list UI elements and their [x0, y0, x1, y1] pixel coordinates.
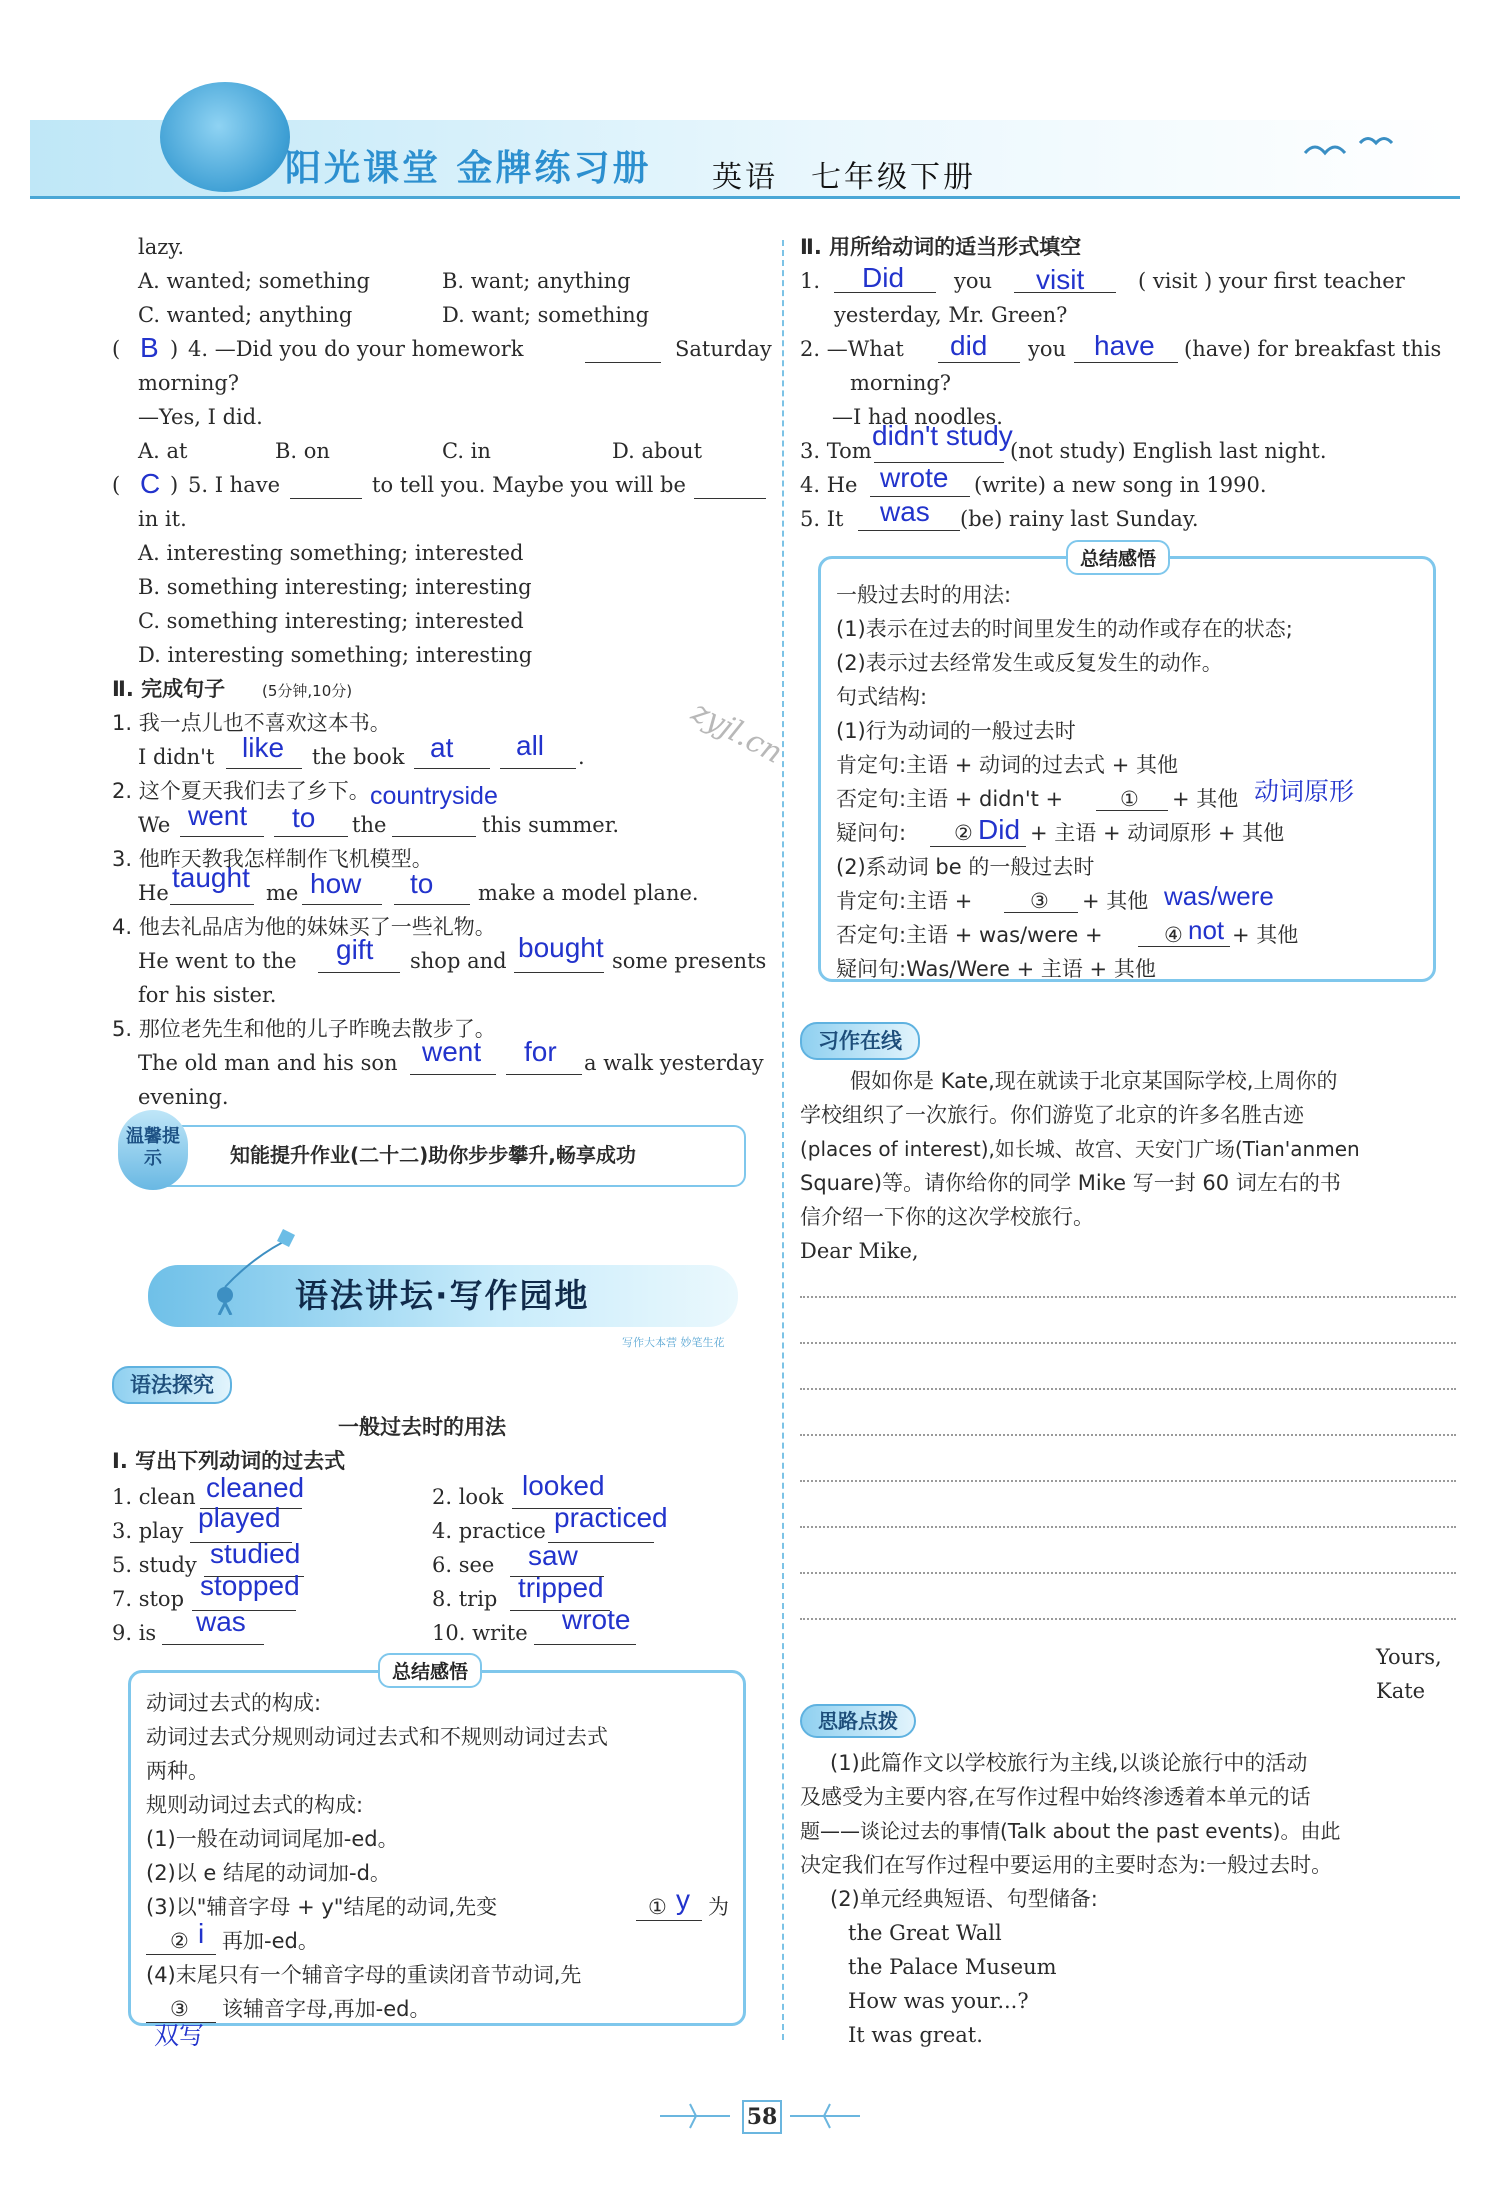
s4-blank2 — [514, 972, 604, 973]
rsum-8-ans: Did — [978, 814, 1021, 845]
tips-1a: (1)此篇作文以学校旅行为主线,以谈论旅行中的活动 — [830, 1751, 1308, 1775]
verb-a-5: studied — [210, 1538, 301, 1569]
s1-blank1 — [226, 768, 302, 769]
rsum-4: 句式结构: — [836, 685, 928, 709]
q3-opt-d: D. want; something — [442, 303, 650, 327]
write-line[interactable] — [800, 1572, 1456, 1574]
rsum-11-blank — [1138, 946, 1230, 947]
f2-b: you — [1028, 337, 1067, 361]
summary-tag-right: 总结感悟 — [1066, 540, 1170, 575]
sum-l-7b: 为 — [708, 1895, 729, 1919]
q5-opt-b: B. something interesting; interesting — [138, 575, 532, 599]
verb-q-5: 5. study — [112, 1553, 197, 1577]
s5-a: The old man and his son — [138, 1051, 398, 1075]
f1-c: ( visit ) your first teacher — [1138, 269, 1405, 293]
q4-paren-left: ( — [112, 337, 121, 361]
s4-d: for his sister. — [138, 983, 277, 1007]
s3-a: He — [138, 881, 169, 905]
write-p4: Square)等。请你给你的同学 Mike 写一封 60 词左右的书 — [800, 1171, 1341, 1195]
s3-blank3 — [394, 904, 470, 905]
f4-ans: wrote — [880, 462, 949, 493]
f1-blank2 — [1014, 292, 1116, 293]
sum-l-1: 动词过去式的构成: — [146, 1691, 322, 1715]
f1-a: 1. — [800, 269, 821, 293]
f1-ans1: Did — [862, 262, 905, 293]
f5-ans: was — [880, 496, 930, 527]
section2-title: Ⅱ. 完成句子 — [112, 677, 226, 701]
sum-l-7a: (3)以"辅音字母 + y"结尾的动词,先变 — [146, 1895, 498, 1919]
grammar-tag: 语法探究 — [112, 1366, 232, 1404]
s4-a: He went to the — [138, 949, 297, 973]
birds-icon — [1300, 128, 1430, 168]
s3-c: make a model plane. — [478, 881, 699, 905]
s2-blank2 — [274, 836, 348, 837]
sum-l-8-circle2: ② — [170, 1929, 189, 1953]
rsum-9: (2)系动词 be 的一般过去时 — [836, 855, 1095, 879]
rsum-8b: + 主语 + 动词原形 + 其他 — [1030, 821, 1285, 845]
sum-l-3: 两种。 — [146, 1759, 209, 1783]
s3-blank1 — [170, 904, 254, 905]
phrase-3: How was your...? — [848, 1989, 1029, 2013]
rsum-11-circle: ④ — [1164, 923, 1183, 947]
logo-globe-icon — [160, 82, 290, 192]
phrase-4: It was great. — [848, 2023, 983, 2047]
write-line[interactable] — [800, 1388, 1456, 1390]
verb-q-4: 4. practice — [432, 1519, 546, 1543]
f1-b: you — [954, 269, 993, 293]
tips-1d: 决定我们在写作过程中要运用的主要时态为:一般过去时。 — [800, 1853, 1333, 1877]
q4-paren-right: ) — [170, 337, 179, 361]
signature-kate: Kate — [1376, 1679, 1426, 1703]
q3-opt-c: C. wanted; anything — [138, 303, 353, 327]
dear-line: Dear Mike, — [800, 1239, 919, 1263]
verb-a-4: practiced — [554, 1502, 668, 1533]
tip-badge: 温馨提示 — [118, 1110, 188, 1190]
rsum-5: (1)行为动词的一般过去时 — [836, 719, 1076, 743]
rsum-8a: 疑问句: — [836, 821, 907, 845]
sum-l-7-ans1: y — [676, 1884, 690, 1915]
rsum-12: 疑问句:Was/Were + 主语 + 其他 — [836, 957, 1156, 981]
subject-title: 英语 七年级下册 — [712, 160, 976, 195]
write-line[interactable] — [800, 1296, 1456, 1298]
s5-ans2: for — [524, 1036, 557, 1067]
s3-ans2: how — [310, 868, 362, 899]
tips-2: (2)单元经典短语、句型储备: — [830, 1887, 1098, 1911]
sum-l-7-blank1 — [636, 1920, 702, 1921]
write-p5: 信介绍一下你的这次学校旅行。 — [800, 1205, 1094, 1229]
sum-l-9: (4)末尾只有一个辅音字母的重读闭音节动词,先 — [146, 1963, 582, 1987]
s1-ans2: at — [430, 732, 454, 763]
s3-ans3: to — [410, 868, 434, 899]
q5-line1b: to tell you. Maybe you will be — [372, 473, 686, 497]
q4-answer: B — [140, 332, 159, 363]
r-section2-title: Ⅱ. 用所给动词的适当形式填空 — [800, 235, 1082, 259]
verb-a-8: tripped — [518, 1572, 604, 1603]
sum-l-4: 规则动词过去式的构成: — [146, 1793, 364, 1817]
verb-q-1: 1. clean — [112, 1485, 196, 1509]
f2-d: morning? — [850, 371, 952, 395]
s2-ans1: went — [188, 800, 248, 831]
s1-ans1: like — [242, 732, 285, 763]
s4-blank1 — [318, 972, 400, 973]
rsum-2: (1)表示在过去的时间里发生的动作或存在的状态; — [836, 617, 1293, 641]
verb-a-3: played — [198, 1502, 281, 1533]
write-line[interactable] — [800, 1618, 1456, 1620]
s1-a: I didn't — [138, 745, 215, 769]
verb-blank-10 — [534, 1644, 636, 1645]
q4-opt-a: A. at — [138, 439, 188, 463]
f2-ans1: did — [950, 330, 988, 361]
yours: Yours, — [1376, 1645, 1442, 1669]
rsum-11b: + 其他 — [1232, 923, 1299, 947]
verb-q-9: 9. is — [112, 1621, 157, 1645]
f2-blank1 — [938, 362, 1020, 363]
s2-ans3: countryside — [370, 782, 498, 810]
rsum-10-circle: ③ — [1030, 889, 1049, 913]
q4-blank — [585, 362, 661, 363]
verb-q-3: 3. play — [112, 1519, 184, 1543]
q5-opt-a: A. interesting something; interested — [138, 541, 524, 565]
watermark: zyjl.cn — [685, 694, 789, 771]
write-line[interactable] — [800, 1434, 1456, 1436]
verb-blank-9 — [162, 1644, 264, 1645]
sum-l-10-circle3: ③ — [170, 1997, 189, 2021]
write-line[interactable] — [800, 1480, 1456, 1482]
rsum-7-blank — [1096, 810, 1168, 811]
writing-tag: 习作在线 — [800, 1022, 920, 1060]
q5-paren-left: ( — [112, 473, 121, 497]
section2-meta: (5分钟,10分) — [262, 682, 353, 700]
s4-cn: 4. 他去礼品店为他的妹妹买了一些礼物。 — [112, 915, 496, 939]
f5-blank — [858, 530, 960, 531]
rsum-8-circle: ② — [954, 821, 973, 845]
q3-tail: lazy. — [138, 235, 185, 259]
rsum-7-circle: ① — [1120, 787, 1139, 811]
s4-b: shop and — [410, 949, 507, 973]
sum-l-10-ans3: 双写 — [154, 2021, 205, 2050]
rsum-3: (2)表示过去经常发生或反复发生的动作。 — [836, 651, 1223, 675]
s5-cn: 5. 那位老先生和他的儿子昨晚去散步了。 — [112, 1017, 496, 1041]
f4-b: (write) a new song in 1990. — [974, 473, 1267, 497]
f3-ans: didn't study — [872, 420, 1013, 451]
q4-opt-c: C. in — [442, 439, 491, 463]
summary-tag-left: 总结感悟 — [378, 1653, 482, 1688]
q5-opt-c: C. something interesting; interested — [138, 609, 524, 633]
s4-c: some presents — [612, 949, 767, 973]
f1-d: yesterday, Mr. Green? — [834, 303, 1068, 327]
tips-1b: 及感受为主要内容,在写作过程中始终渗透着本单元的话 — [800, 1785, 1311, 1809]
q4-opt-b: B. on — [275, 439, 330, 463]
q4-line2: morning? — [138, 371, 240, 395]
q5-blank1 — [290, 498, 362, 499]
f4-a: 4. He — [800, 473, 858, 497]
verb-a-10: wrote — [562, 1604, 631, 1635]
s5-c: evening. — [138, 1085, 229, 1109]
rsum-8-blank — [930, 846, 1026, 847]
s1-blank2 — [414, 768, 490, 769]
verb-q-2: 2. look — [432, 1485, 504, 1509]
f2-ans2: have — [1094, 330, 1155, 361]
s5-ans1: went — [422, 1036, 482, 1067]
s1-blank3 — [500, 768, 576, 769]
section1-title: Ⅰ. 写出下列动词的过去式 — [112, 1449, 346, 1473]
s1-b: the book — [312, 745, 405, 769]
write-p3: (places of interest),如长城、故宫、天安门广场(Tian'anmen — [800, 1137, 1360, 1161]
f5-b: (be) rainy last Sunday. — [960, 507, 1199, 531]
page-number: 58 — [742, 2100, 782, 2134]
q3-opt-a: A. wanted; something — [138, 269, 371, 293]
f5-a: 5. It — [800, 507, 844, 531]
s3-cn: 3. 他昨天教我怎样制作飞机模型。 — [112, 847, 433, 871]
q4-tail: Saturday — [675, 337, 772, 361]
verb-q-7: 7. stop — [112, 1587, 185, 1611]
sum-l-6: (2)以 e 结尾的动词加-d。 — [146, 1861, 391, 1885]
f3-b: (not study) English last night. — [1010, 439, 1327, 463]
rsum-10a: 肯定句:主语 + — [836, 889, 973, 913]
sum-l-8: 再加-ed。 — [222, 1929, 319, 1953]
rsum-1: 一般过去时的用法: — [836, 583, 1012, 607]
f2-blank2 — [1074, 362, 1178, 363]
q5-line2: in it. — [138, 507, 187, 531]
tip-text: 知能提升作业(二十二)助你步步攀升,畅享成功 — [230, 1143, 636, 1167]
s2-blank3 — [392, 836, 476, 837]
f2-a: 2. —What — [800, 337, 904, 361]
rsum-11a: 否定句:主语 + was/were + — [836, 923, 1103, 947]
rsum-7a: 否定句:主语 + didn't + — [836, 787, 1064, 811]
s2-b: the — [352, 813, 387, 837]
s5-blank2 — [506, 1074, 582, 1075]
s1-cn: 1. 我一点儿也不喜欢这本书。 — [112, 711, 391, 735]
verb-q-10: 10. write — [432, 1621, 528, 1645]
q5-blank2 — [694, 498, 766, 499]
s2-cn: 2. 这个夏天我们去了乡下。 — [112, 779, 370, 803]
sum-l-5: (1)一般在动词词尾加-ed。 — [146, 1827, 399, 1851]
verb-a-2: looked — [522, 1470, 605, 1501]
s3-blank2 — [302, 904, 382, 905]
brand-title: 阳光课堂 金牌练习册 — [285, 148, 652, 189]
s5-blank1 — [410, 1074, 496, 1075]
verb-q-8: 8. trip — [432, 1587, 498, 1611]
sum-l-8-blank2 — [146, 1954, 216, 1955]
f3-a: 3. Tom — [800, 439, 872, 463]
rsum-10b: + 其他 — [1082, 889, 1149, 913]
write-line[interactable] — [800, 1526, 1456, 1528]
verb-a-7: stopped — [200, 1570, 300, 1601]
s2-ans2: to — [292, 802, 316, 833]
grammar-title: 一般过去时的用法 — [338, 1415, 506, 1439]
verb-q-6: 6. see — [432, 1553, 495, 1577]
sum-l-2: 动词过去式分规则动词过去式和不规则动词过去式 — [146, 1725, 608, 1749]
rsum-7b: + 其他 — [1172, 787, 1239, 811]
q5-opt-d: D. interesting something; interesting — [138, 643, 533, 667]
s4-ans2: bought — [518, 932, 604, 963]
q4-opt-d: D. about — [612, 439, 703, 463]
s2-c: this summer. — [482, 813, 620, 837]
rsum-7-ans: 动词原形 — [1254, 777, 1355, 806]
q4-line3: —Yes, I did. — [138, 405, 263, 429]
sum-l-7-circle1: ① — [648, 1895, 667, 1919]
s3-ans1: taught — [172, 862, 250, 893]
s1-ans3: all — [516, 730, 545, 761]
tips-1c: 题——谈论过去的事情(Talk about the past events)。由此 — [800, 1819, 1341, 1843]
write-p2: 学校组织了一次旅行。你们游览了北京的许多名胜古迹 — [800, 1103, 1304, 1127]
f1-blank1 — [834, 292, 936, 293]
sum-l-8-ans2: i — [198, 1918, 205, 1949]
q4-line1: 4. —Did you do your homework — [188, 337, 524, 361]
verb-a-1: cleaned — [206, 1472, 305, 1503]
rsum-11-ans: not — [1188, 915, 1225, 945]
s5-b: a walk yesterday — [584, 1051, 764, 1075]
write-line[interactable] — [800, 1342, 1456, 1344]
s2-blank1 — [180, 836, 264, 837]
s4-ans1: gift — [336, 934, 374, 965]
tips-tag: 思路点拨 — [800, 1704, 916, 1738]
phrase-2: the Palace Museum — [848, 1955, 1057, 1979]
verb-a-9: was — [196, 1606, 246, 1637]
rsum-6: 肯定句:主语 + 动词的过去式 + 其他 — [836, 753, 1178, 777]
phrase-1: the Great Wall — [848, 1921, 1002, 1945]
s1-c: . — [578, 745, 585, 769]
rsum-10-ans: was/were — [1164, 881, 1274, 911]
f1-ans2: visit — [1036, 264, 1085, 295]
q5-answer: C — [140, 468, 161, 499]
s3-b: me — [266, 881, 299, 905]
write-p1: 假如你是 Kate,现在就读于北京某国际学校,上周你的 — [850, 1069, 1338, 1093]
f2-e: —I had noodles. — [832, 405, 1003, 429]
column-divider — [782, 240, 784, 2040]
f2-c: (have) for breakfast this — [1184, 337, 1442, 361]
s2-a: We — [138, 813, 171, 837]
sum-l-10: 该辅音字母,再加-ed。 — [222, 1997, 431, 2021]
q5-paren-right: ) — [170, 473, 179, 497]
q5-line1a: 5. I have — [188, 473, 281, 497]
kite-girl-icon — [205, 1225, 300, 1315]
rsum-10-blank — [1004, 912, 1078, 913]
q3-opt-b: B. want; anything — [442, 269, 631, 293]
grammar-banner-small: 写作大本营 妙笔生花 — [622, 1336, 725, 1349]
verb-a-6: saw — [528, 1540, 578, 1571]
grammar-banner-title: 语法讲坛·写作园地 — [295, 1276, 590, 1315]
